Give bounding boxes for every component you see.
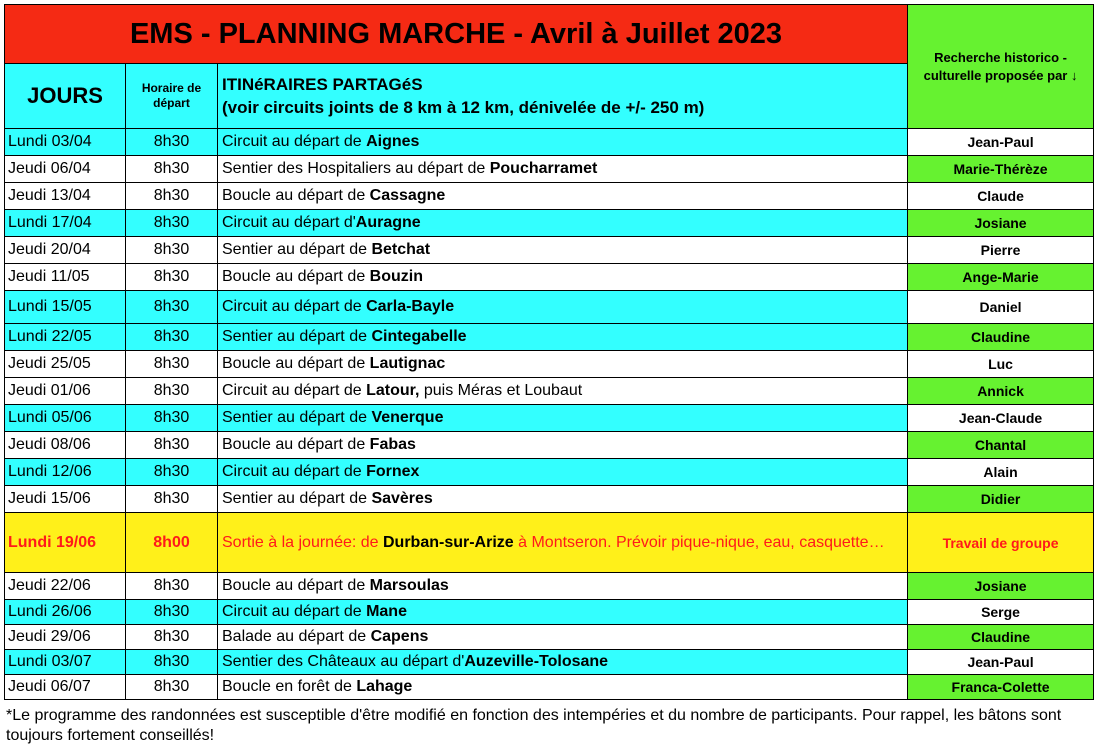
day-cell: Jeudi 11/05 [5,264,126,291]
day-cell: Lundi 12/06 [5,459,126,486]
recherche-header: Recherche historico - culturelle proposée par ↓ [908,5,1094,129]
itinerary-cell [218,210,908,237]
itinerary-cell [218,237,908,264]
day-cell: Jeudi 29/06 [5,625,126,650]
table-row [5,459,1094,486]
person-cell: Luc [908,351,1094,378]
table-row [5,237,1094,264]
table-row [5,650,1094,675]
person-cell: Jean-Paul [908,129,1094,156]
day-cell: Jeudi 13/04 [5,183,126,210]
person-cell: Didier [908,486,1094,513]
person-cell: Jean-Claude [908,405,1094,432]
itinerary-place: Mane [366,603,407,620]
time-cell: 8h30 [126,378,218,405]
table-row [5,486,1094,513]
itinerary-cell [218,573,908,600]
itinerary-text: Balade au départ de [222,628,371,645]
time-cell: 8h30 [126,129,218,156]
itinerary-cell [218,600,908,625]
itinerary-place: Auragne [355,214,421,231]
day-cell: Lundi 22/05 [5,324,126,351]
horaire-header: Horaire de départ [126,64,218,129]
itinerary-text: Boucle au départ de [222,268,370,285]
itinerary-place: Latour, [366,382,420,399]
table-row [5,324,1094,351]
time-cell: 8h00 [126,513,218,573]
table-row-special [5,513,1094,573]
table-row [5,432,1094,459]
itinerary-text: Sentier au départ de [222,409,372,426]
itinerary-place: Betchat [371,241,431,258]
itinerary-place: Lahage [356,678,413,695]
person-cell: Daniel [908,291,1094,324]
day-cell: Jeudi 06/04 [5,156,126,183]
page-title: EMS - PLANNING MARCHE - Avril à Juillet 2023 [5,5,908,64]
day-cell: Lundi 05/06 [5,405,126,432]
day-cell: Lundi 26/06 [5,600,126,625]
itinerary-text: Sentier au départ de [222,490,372,507]
time-cell: 8h30 [126,183,218,210]
itinerary-cell [218,650,908,675]
day-cell: Jeudi 20/04 [5,237,126,264]
itinerary-place: Auzeville-Tolosane [464,653,609,670]
itinerary-suffix: à Montseron. Prévoir pique-nique, eau, casquette… [513,533,885,551]
itineraires-header-line2: (voir circuits joints de 8 km à 12 km, dénivelée de +/- 250 m) [222,98,705,117]
person-cell: Franca-Colette [908,675,1094,700]
table-row [5,156,1094,183]
itinerary-place: Cassagne [369,187,446,204]
table-row [5,129,1094,156]
itinerary-text: Sentier des Hospitaliers au départ de [222,160,490,177]
day-cell: Lundi 15/05 [5,291,126,324]
person-cell: Serge [908,600,1094,625]
itinerary-text: Sentier au départ de [222,241,372,258]
itinerary-place: Carla-Bayle [366,298,455,315]
person-cell: Pierre [908,237,1094,264]
person-cell: Josiane [908,573,1094,600]
itinerary-cell [218,129,908,156]
table-row [5,264,1094,291]
time-cell: 8h30 [126,291,218,324]
itinerary-place: Fabas [369,436,416,453]
itinerary-suffix: puis Méras et Loubaut [419,382,583,399]
itinerary-cell [218,291,908,324]
itineraires-header [218,64,908,129]
itinerary-text: Circuit au départ de [222,463,367,480]
itinerary-place: Poucharramet [489,160,598,177]
person-cell: Alain [908,459,1094,486]
time-cell: 8h30 [126,486,218,513]
day-cell: Jeudi 22/06 [5,573,126,600]
table-row [5,600,1094,625]
day-cell: Jeudi 15/06 [5,486,126,513]
itinerary-place: Aignes [366,133,420,150]
table-row [5,183,1094,210]
itinerary-text: Sortie à la journée: de [222,533,383,551]
itinerary-cell [218,351,908,378]
person-cell: Claudine [908,625,1094,650]
table-row [5,351,1094,378]
itinerary-text: Boucle au départ de [222,436,370,453]
day-cell: Jeudi 08/06 [5,432,126,459]
itinerary-cell [218,378,908,405]
itinerary-text: Boucle au départ de [222,187,370,204]
day-cell: Jeudi 01/06 [5,378,126,405]
time-cell: 8h30 [126,237,218,264]
time-cell: 8h30 [126,405,218,432]
person-cell: Travail de groupe [908,513,1094,573]
itinerary-cell [218,625,908,650]
itinerary-text: Boucle au départ de [222,577,370,594]
itinerary-place: Lautignac [369,355,446,372]
person-cell: Claudine [908,324,1094,351]
person-cell: Marie-Thérèze [908,156,1094,183]
itinerary-text: Boucle au départ de [222,355,370,372]
person-cell: Chantal [908,432,1094,459]
itinerary-text: Circuit au départ d' [222,214,356,231]
itinerary-place: Venerque [371,409,444,426]
day-cell: Lundi 03/07 [5,650,126,675]
itinerary-cell [218,675,908,700]
itinerary-text: Circuit au départ de [222,603,367,620]
time-cell: 8h30 [126,156,218,183]
person-cell: Ange-Marie [908,264,1094,291]
table-row [5,625,1094,650]
day-cell: Lundi 03/04 [5,129,126,156]
itinerary-place: Cintegabelle [371,328,467,345]
table-row [5,573,1094,600]
time-cell: 8h30 [126,324,218,351]
itineraires-header-line1: ITINéRAIRES PARTAGéS [222,75,423,94]
person-cell: Jean-Paul [908,650,1094,675]
time-cell: 8h30 [126,625,218,650]
itinerary-text: Sentier au départ de [222,328,372,345]
day-cell: Jeudi 25/05 [5,351,126,378]
itinerary-text: Boucle en forêt de [222,678,357,695]
day-cell: Lundi 19/06 [5,513,126,573]
person-cell: Claude [908,183,1094,210]
time-cell: 8h30 [126,650,218,675]
jours-header: JOURS [5,64,126,129]
itinerary-place: Fornex [366,463,420,480]
itinerary-place: Savères [371,490,433,507]
time-cell: 8h30 [126,210,218,237]
itinerary-place: Marsoulas [369,577,449,594]
itinerary-cell [218,459,908,486]
table-row [5,405,1094,432]
day-cell: Lundi 17/04 [5,210,126,237]
time-cell: 8h30 [126,573,218,600]
time-cell: 8h30 [126,432,218,459]
itinerary-place: Capens [370,628,429,645]
time-cell: 8h30 [126,351,218,378]
table-row [5,291,1094,324]
itinerary-cell [218,264,908,291]
itinerary-cell [218,513,908,573]
itinerary-cell [218,486,908,513]
itinerary-cell [218,432,908,459]
table-row [5,675,1094,700]
itinerary-place: Durban-sur-Arize [383,533,514,551]
itinerary-cell [218,405,908,432]
itinerary-text: Circuit au départ de [222,382,367,399]
itinerary-text: Circuit au départ de [222,133,367,150]
time-cell: 8h30 [126,459,218,486]
itinerary-text: Sentier des Châteaux au départ d' [222,653,465,670]
time-cell: 8h30 [126,264,218,291]
itinerary-place: Bouzin [369,268,423,285]
time-cell: 8h30 [126,600,218,625]
footnote: *Le programme des randonnées est susceptible d'être modifié en fonction des intempéries et du nombre de participants. Pour rappel, les bâtons sont toujours fortement conseillés! [6,707,1062,744]
table-row [5,210,1094,237]
person-cell: Josiane [908,210,1094,237]
time-cell: 8h30 [126,675,218,700]
planning-table [4,4,1094,700]
itinerary-cell [218,183,908,210]
itinerary-text: Circuit au départ de [222,298,367,315]
person-cell: Annick [908,378,1094,405]
itinerary-cell [218,324,908,351]
table-row [5,378,1094,405]
day-cell: Jeudi 06/07 [5,675,126,700]
itinerary-cell [218,156,908,183]
